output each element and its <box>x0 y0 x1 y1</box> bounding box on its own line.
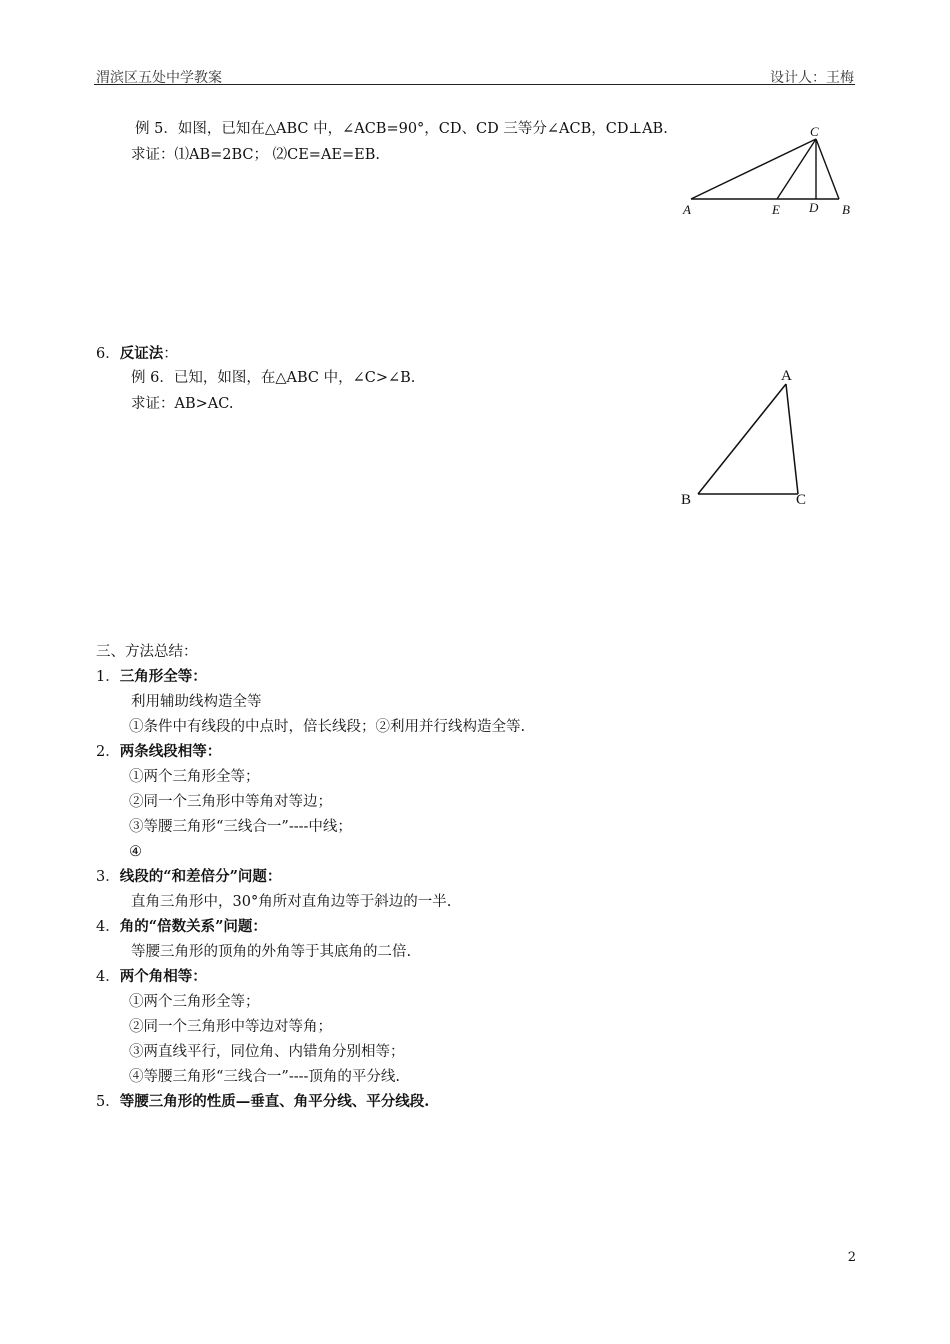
header-rule <box>94 84 855 85</box>
item-line: ①条件中有线段的中点时，倍长线段；②利用并行线构造全等. <box>129 719 526 735</box>
item-line: ③等腰三角形“三线合一”----中线； <box>129 819 352 835</box>
summary-item-3 <box>96 868 281 886</box>
header-designer: 设计人：王梅 <box>770 70 854 86</box>
item-title: 等腰三角形的性质—垂直、角平分线、平分线段. <box>119 1093 430 1110</box>
example6-prove: 求证：AB>AC. <box>131 396 234 412</box>
item-line: ④ <box>129 844 142 860</box>
section6-title: 反证法 <box>119 345 164 362</box>
item-number: 2． <box>96 744 120 760</box>
segment-ac <box>786 384 798 494</box>
summary-item-4a <box>96 918 267 936</box>
item-line: ③两直线平行，同位角、内错角分别相等； <box>129 1044 405 1060</box>
item-number: 1． <box>96 669 120 685</box>
item-title: 两个角相等： <box>119 968 207 985</box>
summary-item-2 <box>96 743 221 761</box>
label-e: E <box>772 202 780 217</box>
segment-ab <box>698 384 786 494</box>
item-number: 5． <box>96 1094 120 1110</box>
item-title: 三角形全等： <box>119 668 207 685</box>
segment-cb <box>816 139 839 199</box>
label-b: B <box>681 492 692 508</box>
summary-heading: 三、方法总结： <box>96 644 198 660</box>
page-number: 2 <box>847 1250 856 1265</box>
example6-statement: 例 6．已知，如图，在△ABC 中，∠C>∠B. <box>131 370 416 386</box>
example5-statement: 例 5．如图，已知在△ABC 中，∠ACB=90°，CD、CD 三等分∠ACB，CD⊥AB. <box>135 121 668 137</box>
summary-item-5 <box>96 1093 429 1111</box>
item-title: 两条线段相等： <box>119 743 222 760</box>
section6-colon: ： <box>163 346 178 362</box>
summary-item-1 <box>96 668 207 686</box>
section6-number: 6． <box>96 346 120 362</box>
item-line: ②同一个三角形中等边对等角； <box>129 1019 332 1035</box>
figure-example5 <box>676 120 856 220</box>
figure-example6 <box>672 362 822 512</box>
label-a: A <box>683 202 691 217</box>
item-number: 3． <box>96 869 120 885</box>
label-b: B <box>842 202 850 217</box>
item-line: ②同一个三角形中等角对等边； <box>129 794 332 810</box>
example5-prove: 求证：⑴AB=2BC； ⑵CE=AE=EB. <box>131 147 381 163</box>
header-school: 渭滨区五处中学教案 <box>96 70 222 86</box>
item-title: 线段的“和差倍分”问题： <box>119 868 282 885</box>
label-a: A <box>781 368 792 384</box>
label-c: C <box>810 124 819 139</box>
section6-heading <box>96 345 178 363</box>
item-line: ④等腰三角形“三线合一”----顶角的平分线. <box>129 1069 401 1085</box>
item-line: 利用辅助线构造全等 <box>131 694 262 710</box>
item-title: 角的“倍数关系”问题： <box>119 918 267 935</box>
item-number: 4． <box>96 919 120 935</box>
label-d: D <box>809 200 819 215</box>
item-line: ①两个三角形全等； <box>129 994 260 1010</box>
item-line: 直角三角形中，30°角所对直角边等于斜边的一半. <box>131 894 452 910</box>
summary-item-4b <box>96 968 207 986</box>
item-line: 等腰三角形的顶角的外角等于其底角的二倍. <box>131 944 412 960</box>
label-c: C <box>796 492 807 508</box>
item-number: 4． <box>96 969 120 985</box>
item-line: ①两个三角形全等； <box>129 769 260 785</box>
